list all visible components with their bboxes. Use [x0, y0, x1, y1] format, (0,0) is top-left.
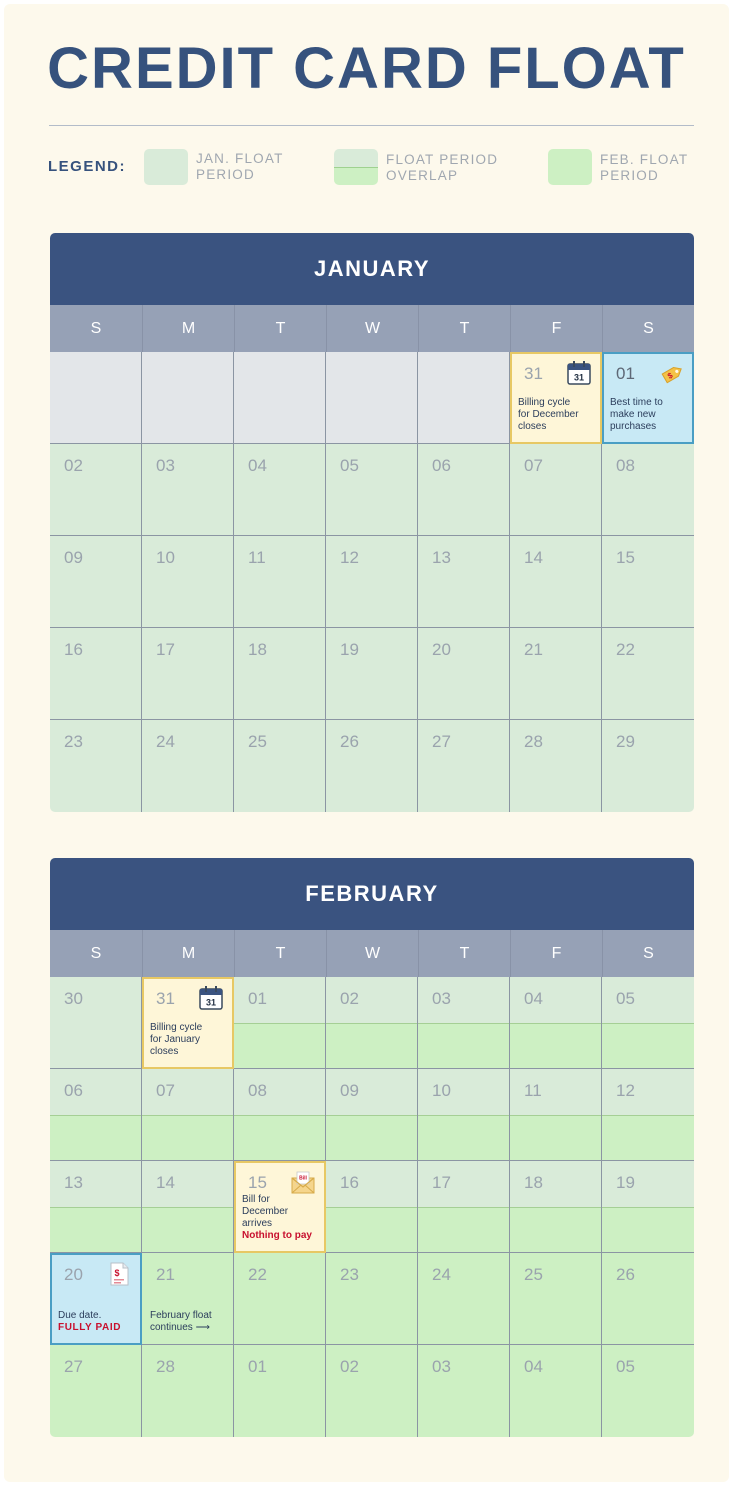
bill-envelope-icon [289, 1168, 317, 1196]
day-cell-january-16 [50, 628, 142, 720]
day-number: 04 [524, 989, 543, 1008]
day-cell-february-05 [602, 977, 694, 1069]
day-note-line: Bill for [242, 1194, 270, 1205]
weekday-label: S [90, 320, 102, 337]
empty-day-cell [234, 352, 326, 444]
day-number: 09 [340, 1081, 359, 1100]
day-number: 03 [156, 456, 175, 475]
day-number: 25 [524, 1265, 543, 1284]
day-number: 27 [64, 1357, 83, 1376]
day-number: 01 [248, 989, 267, 1008]
legend-text-line: FLOAT PERIOD [386, 152, 499, 167]
day-cell-january-20 [418, 628, 510, 720]
day-cell-february-05 [602, 1345, 694, 1437]
svg-text:31: 31 [205, 997, 217, 1008]
day-note-line: December [242, 1206, 289, 1217]
day-note-line: arrives [242, 1218, 273, 1229]
legend-text-line: PERIOD [196, 167, 255, 182]
day-cell-january-03 [142, 444, 234, 536]
day-cell-february-01 [234, 1345, 326, 1437]
weekday-label: M [142, 305, 234, 352]
day-cell-february-17 [418, 1161, 510, 1253]
day-cell-january-31 [510, 352, 602, 444]
title-divider [49, 125, 694, 126]
february-day-grid [50, 977, 694, 1437]
day-number: 07 [156, 1081, 175, 1100]
day-number: 05 [616, 1357, 635, 1376]
day-cell-february-04 [510, 977, 602, 1069]
day-number: 02 [64, 456, 83, 475]
svg-text:$: $ [114, 1268, 120, 1278]
day-number: 19 [340, 640, 359, 659]
day-number: 14 [156, 1173, 175, 1192]
day-number: 20 [432, 640, 451, 659]
day-number: 01 [616, 364, 635, 383]
calendar-icon [565, 359, 593, 387]
day-number: 30 [64, 989, 83, 1008]
day-cell-february-16 [326, 1161, 418, 1253]
day-cell-january-27 [418, 720, 510, 812]
legend-text-line: FEB. FLOAT [600, 152, 689, 167]
day-note-line: Due date. [58, 1310, 102, 1321]
day-cell-february-20 [50, 1253, 142, 1345]
day-number: 03 [432, 989, 451, 1008]
day-number: 02 [340, 989, 359, 1008]
day-number: 26 [340, 732, 359, 751]
page-title: CREDIT CARD FLOAT [47, 36, 686, 101]
day-note-line: make new [610, 409, 656, 420]
day-cell-january-12 [326, 536, 418, 628]
day-cell-january-26 [326, 720, 418, 812]
price-tag-icon [658, 359, 686, 387]
empty-day-cell [418, 352, 510, 444]
weekday-label: T [418, 930, 510, 977]
weekday-label: S [602, 305, 694, 352]
day-cell-january-11 [234, 536, 326, 628]
day-number: 18 [524, 1173, 543, 1192]
day-cell-january-19 [326, 628, 418, 720]
weekday-label: F [510, 930, 602, 977]
weekday-label: T [234, 930, 326, 977]
january-calendar [50, 233, 694, 812]
day-cell-january-01 [602, 352, 694, 444]
january-month-header: JANUARY [50, 233, 694, 305]
day-cell-february-01 [234, 977, 326, 1069]
weekday-label: T [234, 305, 326, 352]
day-cell-february-24 [418, 1253, 510, 1345]
day-number: 23 [64, 732, 83, 751]
day-number: 28 [524, 732, 543, 751]
day-cell-january-07 [510, 444, 602, 536]
weekday-label: W [326, 930, 418, 977]
day-number: 31 [156, 989, 175, 1008]
legend-text-line: OVERLAP [386, 168, 459, 183]
day-number: 12 [616, 1081, 635, 1100]
day-cell-january-04 [234, 444, 326, 536]
day-number: 05 [616, 989, 635, 1008]
day-cell-january-06 [418, 444, 510, 536]
svg-text:Bill: Bill [299, 1175, 307, 1182]
weekday-label: W [326, 305, 418, 352]
invoice-icon [105, 1260, 133, 1288]
day-cell-january-09 [50, 536, 142, 628]
weekday-label: T [418, 305, 510, 352]
day-number: 03 [432, 1357, 451, 1376]
day-number: 15 [616, 548, 635, 567]
day-cell-february-02 [326, 1345, 418, 1437]
day-cell-february-12 [602, 1069, 694, 1161]
day-cell-february-03 [418, 1345, 510, 1437]
day-cell-january-22 [602, 628, 694, 720]
day-cell-february-31 [142, 977, 234, 1069]
day-cell-january-29 [602, 720, 694, 812]
day-cell-february-18 [510, 1161, 602, 1253]
weekday-label: M [142, 930, 234, 977]
day-cell-january-17 [142, 628, 234, 720]
day-cell-february-25 [510, 1253, 602, 1345]
legend-swatch-overlap [334, 149, 378, 185]
day-cell-february-28 [142, 1345, 234, 1437]
day-number: 10 [156, 548, 175, 567]
day-cell-january-10 [142, 536, 234, 628]
day-cell-february-14 [142, 1161, 234, 1253]
january-weekday-row [50, 305, 694, 352]
day-number: 10 [432, 1081, 451, 1100]
day-cell-february-27 [50, 1345, 142, 1437]
day-cell-january-05 [326, 444, 418, 536]
day-cell-february-10 [418, 1069, 510, 1161]
day-number: 09 [64, 548, 83, 567]
fully-paid-text: FULLY PAID [58, 1322, 122, 1333]
day-number: 22 [616, 640, 635, 659]
day-cell-january-24 [142, 720, 234, 812]
day-cell-february-21 [142, 1253, 234, 1345]
february-month-header: FEBRUARY [50, 858, 694, 930]
day-number: 20 [64, 1265, 83, 1284]
day-number: 25 [248, 732, 267, 751]
day-cell-january-02 [50, 444, 142, 536]
day-number: 21 [156, 1265, 175, 1284]
empty-day-cell [142, 352, 234, 444]
day-cell-february-23 [326, 1253, 418, 1345]
day-note-line: closes [150, 1046, 179, 1057]
svg-text:$: $ [665, 370, 675, 381]
day-note-line: Best time to [610, 397, 663, 408]
day-cell-february-30 [50, 977, 142, 1069]
legend-text-line: PERIOD [600, 168, 659, 183]
january-day-grid [50, 352, 694, 812]
day-number: 18 [248, 640, 267, 659]
day-cell-january-14 [510, 536, 602, 628]
day-cell-january-25 [234, 720, 326, 812]
day-note [58, 1310, 138, 1334]
day-cell-february-19 [602, 1161, 694, 1253]
day-number: 07 [524, 456, 543, 475]
day-cell-january-15 [602, 536, 694, 628]
legend-text-jan-float [196, 151, 326, 183]
nothing-to-pay-text: Nothing to pay [242, 1230, 312, 1241]
day-number: 24 [432, 1265, 451, 1284]
day-number: 12 [340, 548, 359, 567]
day-number: 04 [248, 456, 267, 475]
day-cell-february-04 [510, 1345, 602, 1437]
day-note-line: continues ⟶ [150, 1322, 210, 1333]
day-cell-january-28 [510, 720, 602, 812]
day-number: 06 [64, 1081, 83, 1100]
legend-swatch-jan-float [144, 149, 188, 185]
day-number: 16 [64, 640, 83, 659]
day-number: 08 [616, 456, 635, 475]
day-cell-february-03 [418, 977, 510, 1069]
weekday-label: S [90, 945, 102, 962]
day-number: 21 [524, 640, 543, 659]
day-number: 11 [248, 548, 266, 567]
day-number: 19 [616, 1173, 635, 1192]
day-number: 14 [524, 548, 543, 567]
day-cell-february-08 [234, 1069, 326, 1161]
day-note-line: purchases [610, 421, 657, 432]
svg-text:31: 31 [573, 372, 585, 383]
day-number: 17 [432, 1173, 451, 1192]
day-note-line: Billing cycle [518, 397, 571, 408]
day-cell-february-07 [142, 1069, 234, 1161]
day-number: 22 [248, 1265, 267, 1284]
day-number: 26 [616, 1265, 635, 1284]
day-number: 06 [432, 456, 451, 475]
day-number: 27 [432, 732, 451, 751]
day-cell-february-09 [326, 1069, 418, 1161]
february-calendar [50, 858, 694, 1437]
day-number: 16 [340, 1173, 359, 1192]
day-cell-january-21 [510, 628, 602, 720]
legend-swatch-feb-float [548, 149, 592, 185]
day-number: 08 [248, 1081, 267, 1100]
day-note-line: Billing cycle [150, 1022, 203, 1033]
day-note-line: for January [150, 1034, 201, 1045]
legend-text-line: JAN. FLOAT [196, 151, 284, 166]
day-cell-february-02 [326, 977, 418, 1069]
day-number: 02 [340, 1357, 359, 1376]
day-number: 13 [432, 548, 451, 567]
day-note [610, 397, 690, 433]
february-weekday-row [50, 930, 694, 977]
day-number: 28 [156, 1357, 175, 1376]
calendar-icon [197, 984, 225, 1012]
day-note [242, 1194, 322, 1242]
day-cell-february-26 [602, 1253, 694, 1345]
day-number: 04 [524, 1357, 543, 1376]
day-number: 01 [248, 1357, 267, 1376]
day-number: 29 [616, 732, 635, 751]
weekday-label: F [510, 305, 602, 352]
day-note [150, 1022, 230, 1058]
day-cell-february-11 [510, 1069, 602, 1161]
day-number: 17 [156, 640, 175, 659]
day-note [150, 1310, 230, 1334]
day-note [518, 397, 598, 433]
day-cell-february-22 [234, 1253, 326, 1345]
day-cell-january-18 [234, 628, 326, 720]
day-cell-february-06 [50, 1069, 142, 1161]
empty-day-cell [50, 352, 142, 444]
legend-label: LEGEND: [48, 158, 126, 175]
day-number: 05 [340, 456, 359, 475]
day-cell-january-23 [50, 720, 142, 812]
day-cell-february-13 [50, 1161, 142, 1253]
day-number: 31 [524, 364, 543, 383]
day-number: 11 [524, 1081, 542, 1100]
day-note-line: closes [518, 421, 547, 432]
legend-text-feb-float [600, 152, 730, 184]
day-number: 24 [156, 732, 175, 751]
empty-day-cell [326, 352, 418, 444]
day-number: 23 [340, 1265, 359, 1284]
day-cell-january-13 [418, 536, 510, 628]
day-number: 15 [248, 1173, 267, 1192]
legend-text-overlap [386, 152, 516, 184]
day-note-line: February float [150, 1310, 212, 1321]
weekday-label: S [602, 930, 694, 977]
day-number: 13 [64, 1173, 83, 1192]
day-cell-january-08 [602, 444, 694, 536]
day-note-line: for December [518, 409, 579, 420]
day-cell-february-15 [234, 1161, 326, 1253]
